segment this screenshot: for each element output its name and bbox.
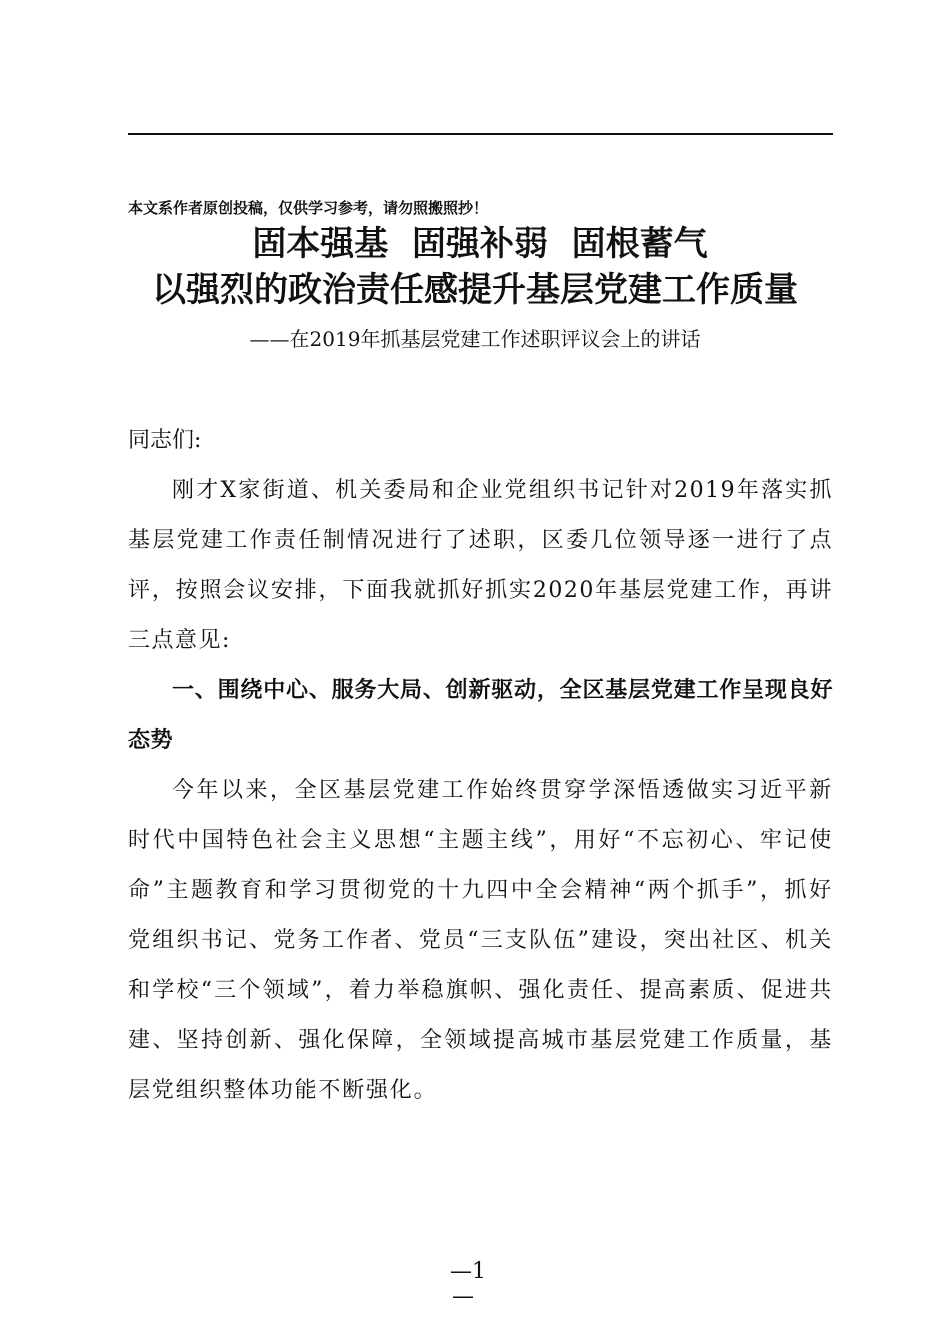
title-line-2: 以强烈的政治责任感提升基层党建工作质量 [152, 270, 798, 310]
title-line-1: 固本强基 固强补弱 固根蓄气 [252, 224, 708, 264]
section-heading-1: 一、围绕中心、服务大局、创新驱动，全区基层党建工作呈现良好态势 [128, 678, 833, 753]
top-rule [128, 133, 833, 135]
subtitle: ——在2019年抓基层党建工作述职评议会上的讲话 [249, 327, 701, 351]
copyright-notice: 本文系作者原创投稿，仅供学习参考，请勿照搬照抄！ [128, 199, 489, 217]
greeting: 同志们: [128, 428, 202, 453]
page-number: —1 [450, 1259, 486, 1284]
page-number-dash: — [452, 1284, 474, 1309]
paragraph-2: 今年以来，全区基层党建工作始终贯穿学深悟透做实习近平新时代中国特色社会主义思想“主题主线”，用好“不忘初心、牢记使命”主题教育和学习贯彻党的十九四中全会精神“两个抓手”，抓好党组织书记、党务工作者、党员“三支队伍”建设，突出社区、机关和学校“三个领域”，着力举稳旗帜、强化责任、提高素质、促进共建、坚持创新、强化保障，全领域提高城市基层党建工作质量，基层党组织整体功能不断强化。 [128, 778, 833, 1103]
paragraph-1: 刚才X家街道、机关委局和企业党组织书记针对2019年落实抓基层党建工作责任制情况进行了述职，区委几位领导逐一进行了点评，按照会议安排，下面我就抓好抓实2020年基层党建工作，再讲三点意见: [128, 478, 833, 653]
